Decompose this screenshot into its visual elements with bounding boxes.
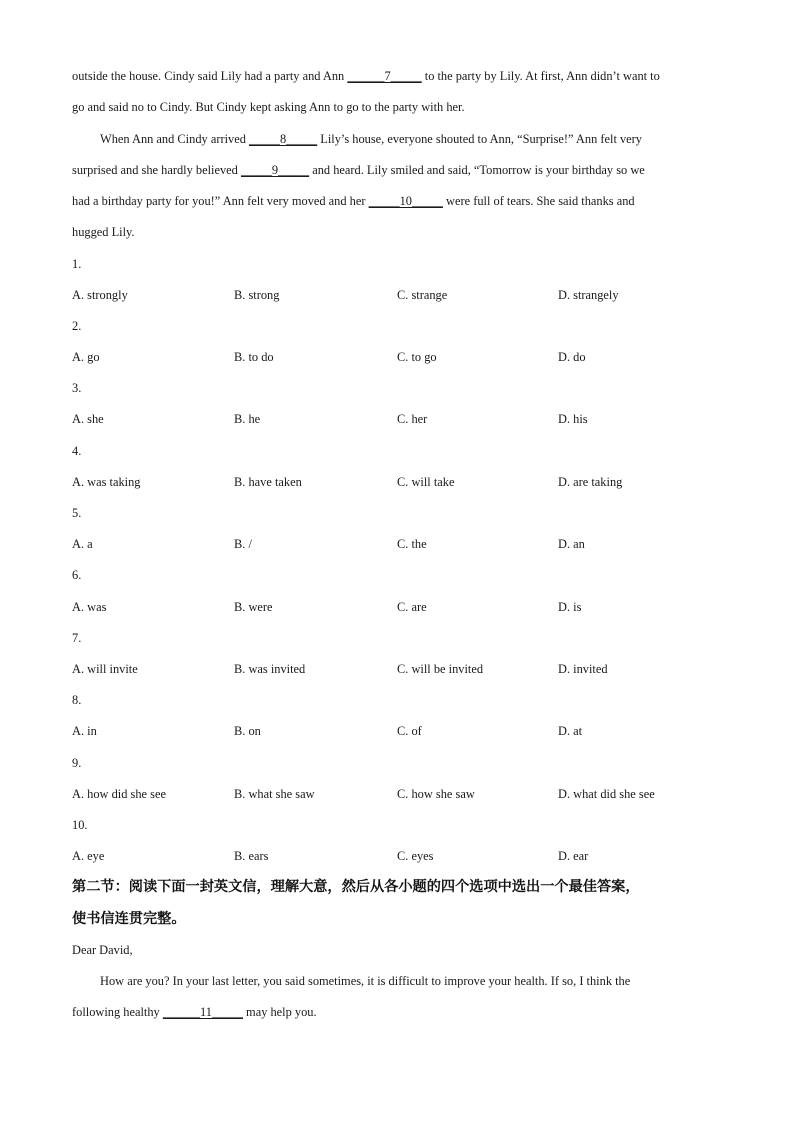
question-number: 8. xyxy=(72,693,82,707)
question-number: 6. xyxy=(72,568,82,582)
passage-line-6: hugged Lily. xyxy=(72,225,135,239)
blank-11: ______11_____ xyxy=(162,1005,243,1019)
text: following healthy xyxy=(72,1005,163,1019)
option-b: B. on xyxy=(234,724,261,738)
text: When Ann and Cindy arrived xyxy=(100,132,249,146)
passage-line-2: go and said no to Cindy. But Cindy kept asking Ann to go to the party with her. xyxy=(72,100,465,114)
passage-line-5 xyxy=(72,193,635,209)
question-number: 3. xyxy=(72,381,82,395)
question-number: 1. xyxy=(72,257,82,271)
option-d: D. at xyxy=(558,724,583,738)
section-heading-line-2: 使书信连贯完整。 xyxy=(72,911,186,927)
blank-7: ______7_____ xyxy=(347,69,422,83)
question-number: 2. xyxy=(72,319,82,333)
option-a: A. was xyxy=(72,600,107,614)
option-b: B. what she saw xyxy=(234,787,315,801)
option-d: D. what did she see xyxy=(558,787,655,801)
option-a: A. how did she see xyxy=(72,787,166,801)
option-c: C. how she saw xyxy=(397,787,475,801)
question-number: 9. xyxy=(72,756,82,770)
option-c: C. will be invited xyxy=(397,662,484,676)
option-b: B. to do xyxy=(234,350,274,364)
option-b: B. strong xyxy=(234,288,280,302)
letter-salutation: Dear David, xyxy=(72,943,133,957)
blank-9: _____9_____ xyxy=(240,163,310,177)
passage-line-4 xyxy=(72,162,645,178)
option-a: A. will invite xyxy=(72,662,138,676)
blank-8: _____8_____ xyxy=(249,132,318,146)
question-number: 7. xyxy=(72,631,82,645)
option-a: A. in xyxy=(72,724,97,738)
section-heading-line-1: 第二节：阅读下面一封英文信，理解大意，然后从各小题的四个选项中选出一个最佳答案， xyxy=(72,879,640,895)
option-a: A. strongly xyxy=(72,288,128,302)
text: to the party by Lily. At first, Ann didn’t want to xyxy=(421,69,660,83)
blank-10: _____10_____ xyxy=(368,194,443,208)
text: outside the house. Cindy said Lily had a party and Ann xyxy=(72,69,348,83)
option-a: A. a xyxy=(72,537,93,551)
option-b: B. ears xyxy=(234,849,269,863)
option-c: C. her xyxy=(397,412,428,426)
text: Lily’s house, everyone shouted to Ann, “Surprise!” Ann felt very xyxy=(317,132,642,146)
option-d: D. are taking xyxy=(558,475,623,489)
option-a: A. go xyxy=(72,350,100,364)
text: and heard. Lily smiled and said, “Tomorrow is your birthday so we xyxy=(309,163,645,177)
text: surprised and she hardly believed xyxy=(72,163,241,177)
option-c: C. will take xyxy=(397,475,455,489)
text: were full of tears. She said thanks and xyxy=(442,194,635,208)
option-d: D. invited xyxy=(558,662,608,676)
passage-line-1 xyxy=(72,68,660,84)
option-c: C. the xyxy=(397,537,427,551)
option-c: C. eyes xyxy=(397,849,434,863)
option-c: C. strange xyxy=(397,288,448,302)
option-d: D. strangely xyxy=(558,288,619,302)
option-c: C. of xyxy=(397,724,422,738)
option-b: B. / xyxy=(234,537,252,551)
option-b: B. he xyxy=(234,412,261,426)
option-d: D. do xyxy=(558,350,586,364)
letter-line-2 xyxy=(72,1004,317,1020)
question-number: 10. xyxy=(72,818,88,832)
option-d: D. is xyxy=(558,600,582,614)
letter-line-1: How are you? In your last letter, you said sometimes, it is difficult to improve your health. If so, I think the xyxy=(100,974,631,988)
option-d: D. his xyxy=(558,412,588,426)
passage-line-3 xyxy=(100,131,642,147)
option-a: A. she xyxy=(72,412,104,426)
option-a: A. was taking xyxy=(72,475,141,489)
option-d: D. an xyxy=(558,537,585,551)
option-b: B. was invited xyxy=(234,662,306,676)
question-number: 5. xyxy=(72,506,82,520)
text: may help you. xyxy=(242,1005,317,1019)
option-c: C. to go xyxy=(397,350,437,364)
option-a: A. eye xyxy=(72,849,105,863)
option-c: C. are xyxy=(397,600,427,614)
option-d: D. ear xyxy=(558,849,589,863)
option-b: B. were xyxy=(234,600,273,614)
question-number: 4. xyxy=(72,444,82,458)
option-b: B. have taken xyxy=(234,475,302,489)
text: had a birthday party for you!” Ann felt very moved and her xyxy=(72,194,369,208)
